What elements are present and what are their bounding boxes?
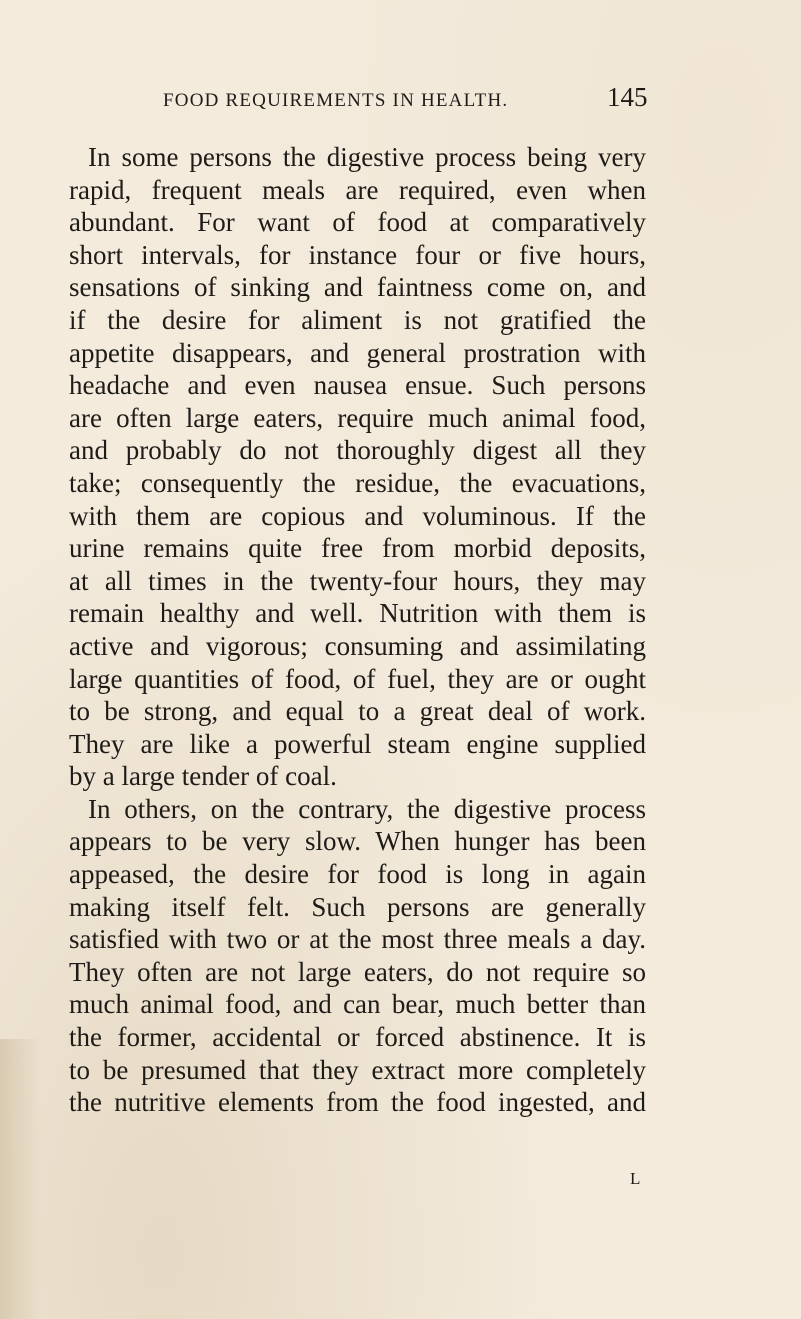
running-head bbox=[0, 82, 801, 116]
text-line: the former, accidental or forced abstinence. It is bbox=[69, 1022, 646, 1053]
body-text bbox=[69, 141, 646, 1119]
text-line: with them are copious and voluminous. If the bbox=[69, 500, 646, 531]
text-line: to be strong, and equal to a great deal of work. bbox=[69, 696, 646, 727]
text-line: at all times in the twenty-four hours, they may bbox=[69, 565, 646, 596]
text-line: urine remains quite free from morbid deposits, bbox=[69, 533, 646, 564]
text-line: are often large eaters, require much animal food, bbox=[69, 402, 646, 433]
text-line: headache and even nausea ensue. Such persons bbox=[69, 370, 646, 401]
text-line: short intervals, for instance four or five hours, bbox=[69, 239, 646, 270]
page-number: 145 bbox=[607, 82, 648, 112]
text-line: appeased, the desire for food is long in again bbox=[69, 859, 646, 890]
text-line: They often are not large eaters, do not require so bbox=[69, 956, 646, 987]
text-line: active and vigorous; consuming and assimilating bbox=[69, 630, 646, 661]
text-line: In others, on the contrary, the digestive process bbox=[88, 793, 646, 824]
text-line: to be presumed that they extract more completely bbox=[69, 1054, 646, 1085]
text-line: In some persons the digestive process being very bbox=[88, 142, 646, 172]
text-line: remain healthy and well. Nutrition with them is bbox=[69, 598, 646, 629]
text-line: sensations of sinking and faintness come on, and bbox=[69, 272, 646, 303]
text-line: if the desire for aliment is not gratified the bbox=[69, 304, 646, 335]
text-line: appears to be very slow. When hunger has been bbox=[69, 826, 646, 857]
text-line: by a large tender of coal. bbox=[69, 761, 337, 792]
text-line: making itself felt. Such persons are generally bbox=[69, 891, 646, 922]
signature-mark: L bbox=[630, 1169, 641, 1188]
page-edge-shading bbox=[0, 1039, 40, 1319]
text-line: take; consequently the residue, the evacuations, bbox=[69, 467, 646, 498]
text-line: They are like a powerful steam engine supplied bbox=[69, 728, 646, 759]
text-line: much animal food, and can bear, much better than bbox=[69, 989, 646, 1020]
text-line: the nutritive elements from the food ingested, and bbox=[69, 1087, 646, 1118]
text-line: rapid, frequent meals are required, even when bbox=[69, 174, 646, 205]
text-line: abundant. For want of food at comparatively bbox=[69, 207, 646, 238]
text-line: appetite disappears, and general prostration with bbox=[69, 337, 646, 368]
text-line: large quantities of food, of fuel, they are or ought bbox=[69, 663, 646, 694]
running-head-title: FOOD REQUIREMENTS IN HEALTH. bbox=[163, 90, 509, 111]
text-line: satisfied with two or at the most three meals a day. bbox=[69, 924, 646, 955]
text-line: and probably do not thoroughly digest all they bbox=[69, 435, 646, 466]
